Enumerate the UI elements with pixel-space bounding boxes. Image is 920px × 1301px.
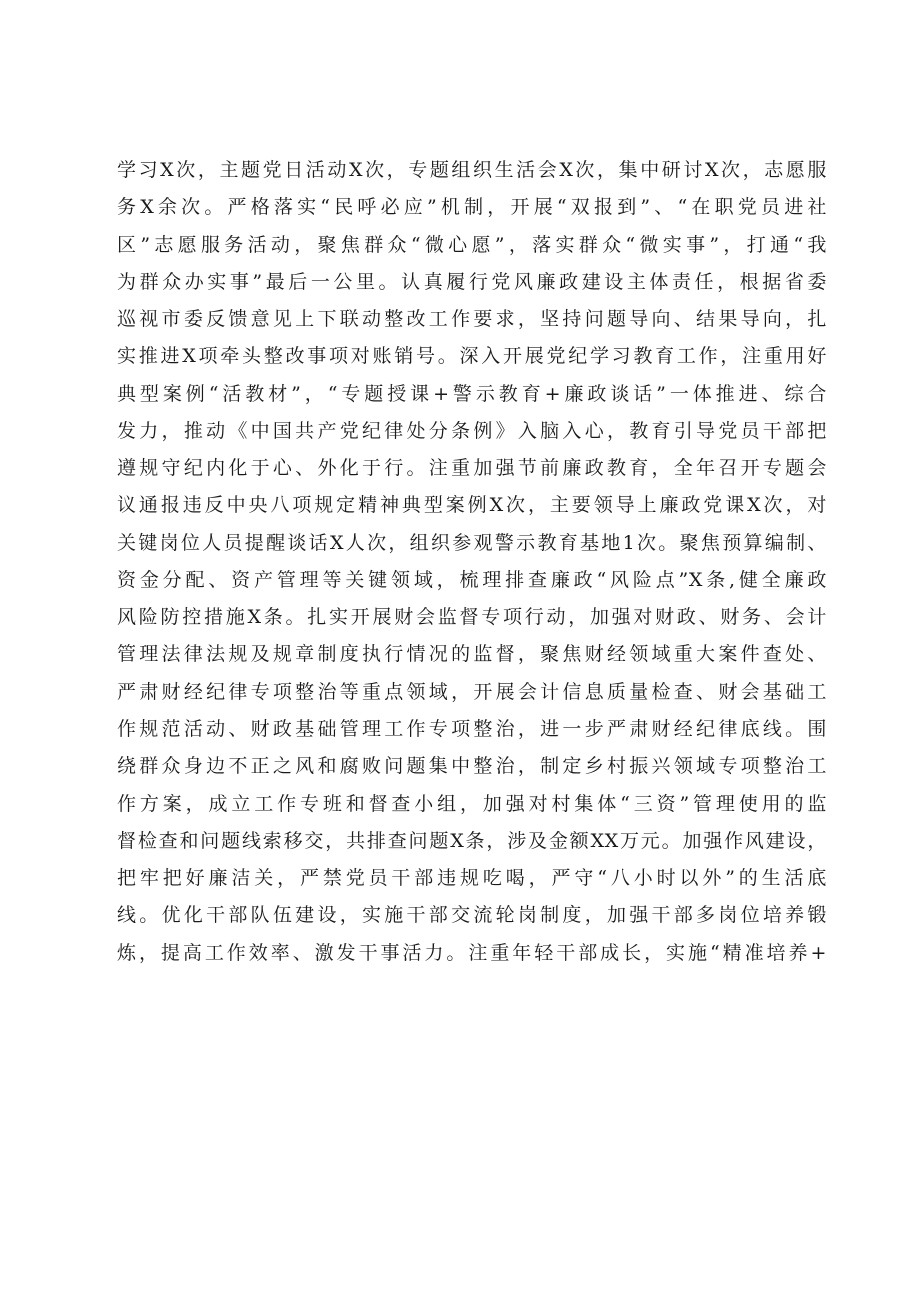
text-line: 关键岗位人员提醒谈话X人次，组织参观警示教育基地1次。聚焦预算编制、 <box>117 531 827 554</box>
text-line: 管理法律法规及规章制度执行情况的监督，聚焦财经领域重大案件查处、 <box>117 643 827 666</box>
text-line: 议通报违反中央八项规定精神典型案例X次，主要领导上廉政党课X次，对 <box>117 494 827 517</box>
text-line: 风险防控措施X条。扎实开展财会监督专项行动，加强对财政、财务、会计 <box>117 606 827 629</box>
text-line: 遵规守纪内化于心、外化于行。注重加强节前廉政教育，全年召开专题会 <box>117 457 827 480</box>
text-line: 巡视市委反馈意见上下联动整改工作要求，坚持问题导向、结果导向，扎 <box>117 308 827 331</box>
text-line: 实推进X项牵头整改事项对账销号。深入开展党纪学习教育工作，注重用好 <box>117 345 827 368</box>
text-line: 把牢把好廉洁关，严禁党员干部违规吃喝，严守“八小时以外”的生活底 <box>117 867 827 890</box>
text-line: 督检查和问题线索移交，共排查问题X条，涉及金额XX万元。加强作风建设， <box>117 829 827 852</box>
body-paragraph <box>117 152 827 972</box>
text-line: 发力，推动《中国共产党纪律处分条例》入脑入心，教育引导党员干部把 <box>117 419 827 442</box>
text-line: 炼，提高工作效率、激发干事活力。注重年轻干部成长，实施“精准培养+ <box>117 941 827 964</box>
text-line: 为群众办实事”最后一公里。认真履行党风廉政建设主体责任，根据省委 <box>117 270 827 293</box>
text-line: 学习X次，主题党日活动X次，专题组织生活会X次，集中研讨X次，志愿服 <box>117 159 827 181</box>
text-line: 严肃财经纪律专项整治等重点领域，开展会计信息质量检查、财会基础工 <box>117 680 827 703</box>
text-line: 线。优化干部队伍建设，实施干部交流轮岗制度，加强干部多岗位培养锻 <box>117 904 827 927</box>
text-line: 作方案，成立工作专班和督查小组，加强对村集体“三资”管理使用的监 <box>117 792 827 815</box>
text-line: 作规范活动、财政基础管理工作专项整治，进一步严肃财经纪律底线。围 <box>117 717 827 740</box>
text-line: 资金分配、资产管理等关键领域，梳理排查廉政“风险点”X条,健全廉政 <box>117 568 827 591</box>
text-line: 区”志愿服务活动，聚焦群众“微心愿”，落实群众“微实事”，打通“我 <box>117 233 827 256</box>
text-line: 务X余次。严格落实“民呼必应”机制，开展“双报到”、“在职党员进社 <box>117 196 827 219</box>
text-line: 绕群众身边不正之风和腐败问题集中整治，制定乡村振兴领域专项整治工 <box>117 755 827 778</box>
text-line: 典型案例“活教材”，“专题授课+警示教育+廉政谈话”一体推进、综合 <box>117 382 827 405</box>
